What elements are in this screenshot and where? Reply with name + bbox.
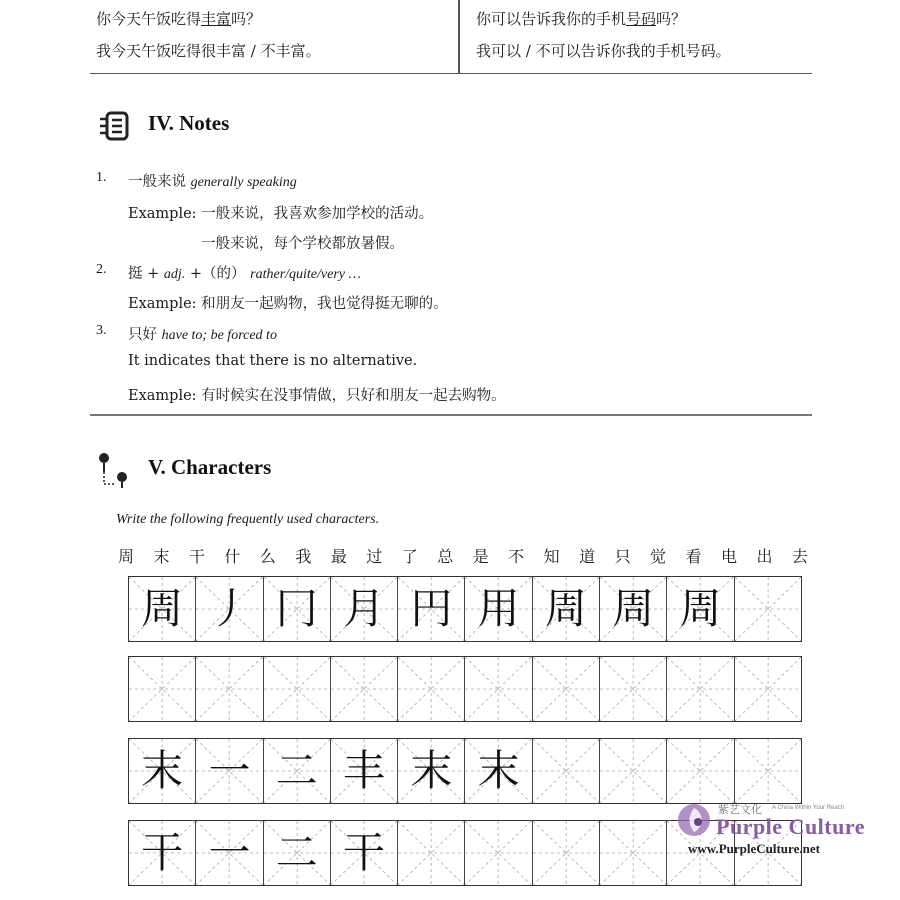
practice-cell[interactable] [667, 739, 734, 803]
practice-cell[interactable] [735, 577, 801, 641]
practice-cell[interactable] [398, 821, 465, 885]
character-list-item: 电 [720, 547, 737, 566]
note-3-explanation: It indicates that there is no alternative. [128, 353, 418, 369]
practice-glyph: 二 [275, 828, 318, 877]
practice-glyph: 二 [275, 746, 318, 795]
practice-glyph: 末 [477, 746, 520, 795]
practice-cell[interactable] [600, 577, 667, 641]
practice-cell[interactable] [264, 821, 331, 885]
table-divider [458, 0, 460, 73]
practice-glyph: 丿 [208, 584, 251, 633]
character-list-item: 么 [259, 547, 276, 566]
note-3-number: 3. [96, 323, 107, 338]
practice-cell[interactable] [465, 821, 532, 885]
character-list-item: 是 [472, 547, 489, 566]
character-list-item: 看 [685, 547, 702, 566]
practice-cell[interactable] [667, 577, 734, 641]
practice-glyph: 干 [343, 828, 386, 877]
practice-cell[interactable] [465, 739, 532, 803]
note-2-example-1: Example: 和朋友一起购物，我也觉得挺无聊的。 [128, 296, 448, 312]
watermark-name: Purple Culture [716, 814, 865, 839]
practice-cell[interactable] [600, 657, 667, 721]
practice-cell[interactable] [264, 739, 331, 803]
practice-glyph: 周 [141, 584, 184, 633]
practice-cell[interactable] [600, 821, 667, 885]
practice-cell[interactable] [398, 657, 465, 721]
practice-glyph: 円 [410, 584, 453, 633]
character-list-item: 觉 [650, 547, 667, 566]
character-list [118, 544, 808, 567]
practice-grid-row [128, 738, 802, 804]
right-question: 你可以告诉我你的手机号码吗？ [476, 10, 687, 28]
practice-cell[interactable] [533, 739, 600, 803]
note-1-number: 1. [96, 170, 107, 185]
practice-cell[interactable] [600, 739, 667, 803]
watermark-tagline: A China Within Your Reach [772, 805, 845, 811]
practice-cell[interactable] [735, 657, 801, 721]
character-list-item: 什 [224, 547, 241, 566]
practice-glyph: 一 [208, 828, 251, 877]
practice-cell[interactable] [331, 821, 398, 885]
characters-title: V. Characters [148, 455, 272, 479]
practice-glyph: 冂 [275, 584, 318, 633]
practice-cell[interactable] [533, 657, 600, 721]
map-pins-icon [96, 450, 136, 490]
practice-cell[interactable] [331, 739, 398, 803]
practice-cell[interactable] [129, 739, 196, 803]
practice-cell[interactable] [129, 821, 196, 885]
note-1-example-2: 一般来说，每个学校都放暑假。 [201, 236, 404, 252]
practice-grid-row [128, 656, 802, 722]
note-2-term: 挺 + adj. +（的） rather/quite/very … [128, 266, 361, 282]
practice-cell[interactable] [196, 657, 263, 721]
character-list-item: 去 [791, 547, 808, 566]
practice-glyph: 用 [477, 584, 520, 633]
practice-cell[interactable] [465, 577, 532, 641]
practice-cell[interactable] [129, 657, 196, 721]
practice-glyph: 周 [612, 584, 655, 633]
character-list-item: 周 [118, 547, 135, 566]
note-1-term: 一般来说 generally speaking [128, 174, 297, 190]
practice-cell[interactable] [533, 577, 600, 641]
watermark-url: www.PurpleCulture.net [688, 841, 820, 856]
character-list-item: 末 [153, 547, 170, 566]
practice-glyph: 一 [208, 746, 251, 795]
watermark-chinese: 紫艺文化 [718, 803, 762, 816]
practice-cell[interactable] [398, 739, 465, 803]
character-list-item: 知 [543, 547, 560, 566]
practice-glyph: 末 [141, 746, 184, 795]
practice-cell[interactable] [196, 577, 263, 641]
practice-cell[interactable] [264, 577, 331, 641]
practice-cell[interactable] [331, 657, 398, 721]
character-list-item: 出 [756, 547, 773, 566]
notebook-icon [96, 108, 132, 144]
practice-grid-row [128, 576, 802, 642]
characters-instruction: Write the following frequently used characters. [116, 512, 380, 527]
character-list-item: 只 [614, 547, 631, 566]
practice-cell[interactable] [129, 577, 196, 641]
practice-cell[interactable] [398, 577, 465, 641]
note-3-example-1: Example: 有时候实在没事情做，只好和朋友一起去购物。 [128, 388, 506, 404]
left-question: 你今天午饭吃得丰富吗？ [96, 10, 262, 28]
character-list-item: 干 [188, 547, 205, 566]
character-list-item: 总 [437, 547, 454, 566]
note-2-number: 2. [96, 262, 107, 277]
practice-glyph: 周 [679, 584, 722, 633]
practice-cell[interactable] [196, 821, 263, 885]
practice-glyph: 周 [544, 584, 587, 633]
practice-glyph: 干 [141, 828, 184, 877]
practice-cell[interactable] [465, 657, 532, 721]
practice-cell[interactable] [735, 739, 801, 803]
note-1-example-1: Example: 一般来说，我喜欢参加学校的活动。 [128, 206, 434, 222]
practice-cell[interactable] [264, 657, 331, 721]
note-3-term: 只好 have to; be forced to [128, 327, 277, 343]
practice-cell[interactable] [196, 739, 263, 803]
practice-cell[interactable] [667, 657, 734, 721]
character-list-item: 不 [508, 547, 525, 566]
section-divider [90, 414, 812, 416]
character-list-item: 我 [295, 547, 312, 566]
character-list-item: 了 [401, 547, 418, 566]
practice-cell[interactable] [533, 821, 600, 885]
character-list-item: 最 [330, 547, 347, 566]
practice-glyph: 末 [410, 746, 453, 795]
left-answer: 我今天午饭吃得很丰富 / 不丰富。 [96, 42, 321, 60]
notes-title: IV. Notes [148, 111, 230, 135]
character-list-item: 道 [579, 547, 596, 566]
practice-glyph: 丰 [343, 746, 386, 795]
practice-glyph: 月 [343, 584, 386, 633]
purple-culture-logo-icon [676, 802, 712, 838]
practice-cell[interactable] [331, 577, 398, 641]
character-list-item: 过 [366, 547, 383, 566]
right-answer: 我可以 / 不可以告诉你我的手机号码。 [476, 42, 731, 60]
